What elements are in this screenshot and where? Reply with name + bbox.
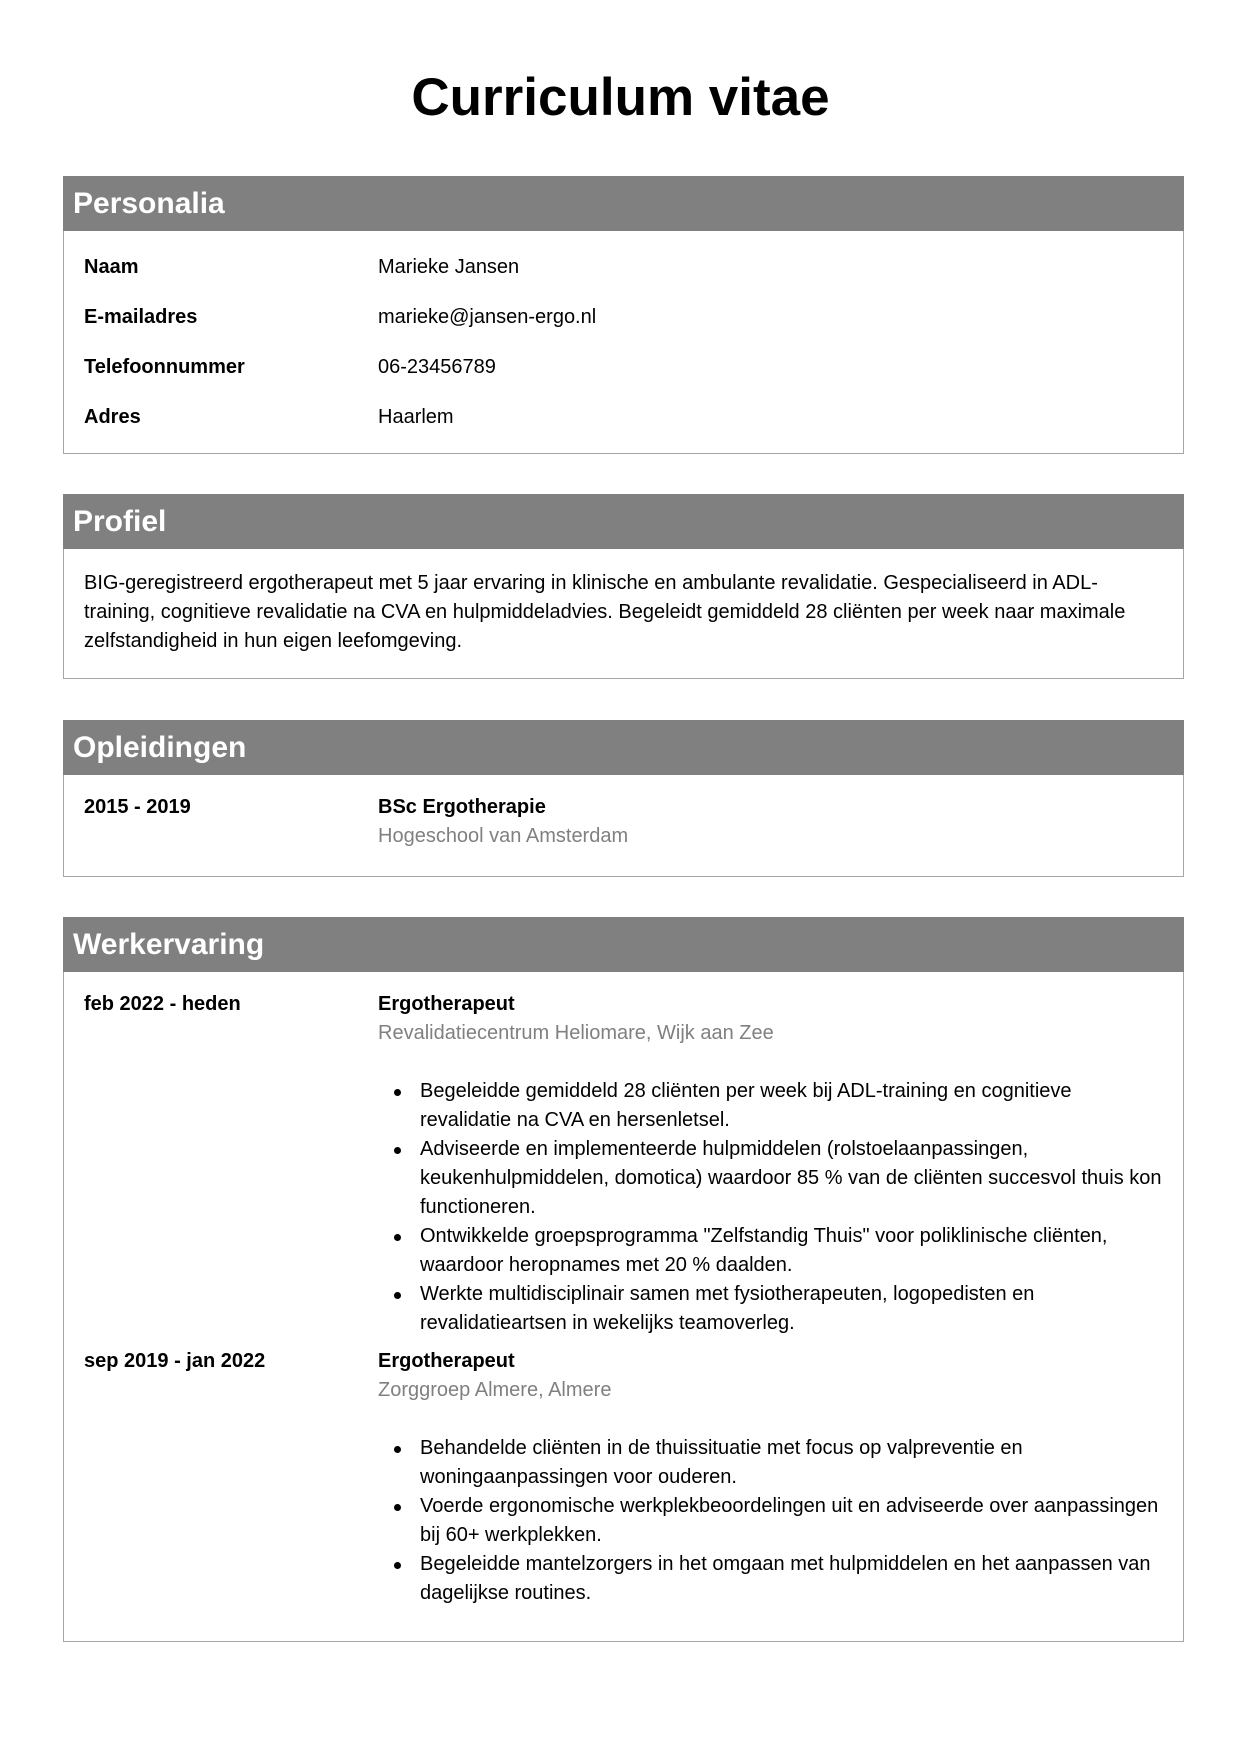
section-heading-profiel: Profiel bbox=[63, 494, 1184, 549]
section-heading-personalia: Personalia bbox=[63, 176, 1184, 231]
section-heading-werkervaring: Werkervaring bbox=[63, 917, 1184, 972]
job-bullet: Begeleidde gemiddeld 28 cliënten per week bij ADL-training en cognitieve revalidatie na CVA en hersenletsel. bbox=[378, 1077, 1183, 1135]
job-bullet: Behandelde cliënten in de thuissituatie met focus op valpreventie en woningaanpassingen voor ouderen. bbox=[378, 1434, 1183, 1492]
job-details bbox=[378, 1347, 1183, 1608]
personalia-rows bbox=[64, 231, 1183, 452]
job-item bbox=[64, 1347, 1183, 1608]
job-employer: Revalidatiecentrum Heliomare, Wijk aan Zee bbox=[378, 1022, 774, 1044]
education-item bbox=[64, 793, 1183, 851]
job-bullet: Voerde ergonomische werkplekbeoordelingen uit en adviseerde over aanpassingen bij 60+ werkplekken. bbox=[378, 1492, 1183, 1550]
job-bullet: Werkte multidisciplinair samen met fysiotherapeuten, logopedisten en revalidatieartsen in wekelijks teamoverleg. bbox=[378, 1280, 1183, 1338]
personalia-row-phone bbox=[64, 352, 1183, 402]
field-value: marieke@jansen-ergo.nl bbox=[378, 306, 597, 328]
education-period: 2015 - 2019 bbox=[84, 796, 191, 818]
job-period: feb 2022 - heden bbox=[84, 993, 241, 1015]
section-personalia bbox=[63, 176, 1184, 454]
education-title: BSc Ergotherapie bbox=[378, 796, 546, 818]
personalia-row-address bbox=[64, 402, 1183, 452]
job-item bbox=[64, 990, 1183, 1338]
job-bullets bbox=[378, 1077, 1183, 1338]
job-title: Ergotherapeut bbox=[378, 1350, 515, 1372]
field-label: E-mailadres bbox=[84, 306, 198, 328]
job-bullets bbox=[378, 1434, 1183, 1608]
document-title: Curriculum vitae bbox=[411, 68, 830, 127]
profile-text: BIG-geregistreerd ergotherapeut met 5 jaar ervaring in klinische en ambulante revalidatie. Gespecialiseerd in ADL-training, cognitieve revalidatie na CVA en hulpmiddeladvies. Begeleidt gemiddeld 28 cliënten per week naar maximale zelfstandigheid in hun eigen leefomgeving. bbox=[84, 572, 1126, 652]
job-details bbox=[378, 990, 1183, 1338]
job-bullet: Begeleidde mantelzorgers in het omgaan met hulpmiddelen en het aanpassen van dagelijkse routines. bbox=[378, 1550, 1183, 1608]
job-period: sep 2019 - jan 2022 bbox=[84, 1350, 266, 1372]
job-employer: Zorggroep Almere, Almere bbox=[378, 1379, 612, 1401]
job-bullet: Adviseerde en implementeerde hulpmiddelen (rolstoelaanpassingen, keukenhulpmiddelen, domotica) waardoor 85 % van de cliënten succesvol thuis kon functioneren. bbox=[378, 1135, 1183, 1222]
personalia-row-name bbox=[64, 252, 1183, 302]
section-werkervaring bbox=[63, 917, 1184, 1642]
field-label: Telefoonnummer bbox=[84, 356, 245, 378]
job-list bbox=[64, 972, 1183, 1608]
field-label: Adres bbox=[84, 406, 141, 428]
education-list bbox=[64, 775, 1183, 851]
field-label: Naam bbox=[84, 256, 139, 278]
field-value: Marieke Jansen bbox=[378, 256, 520, 278]
section-profiel bbox=[63, 494, 1184, 679]
field-value: 06-23456789 bbox=[378, 356, 496, 378]
job-title: Ergotherapeut bbox=[378, 993, 515, 1015]
education-details bbox=[378, 793, 1183, 851]
section-opleidingen bbox=[63, 720, 1184, 877]
field-value: Haarlem bbox=[378, 406, 454, 428]
education-institution: Hogeschool van Amsterdam bbox=[378, 825, 629, 847]
section-heading-opleidingen: Opleidingen bbox=[63, 720, 1184, 775]
personalia-row-email bbox=[64, 302, 1183, 352]
job-bullet: Ontwikkelde groepsprogramma "Zelfstandig Thuis" voor poliklinische cliënten, waardoor heropnames met 20 % daalden. bbox=[378, 1222, 1183, 1280]
